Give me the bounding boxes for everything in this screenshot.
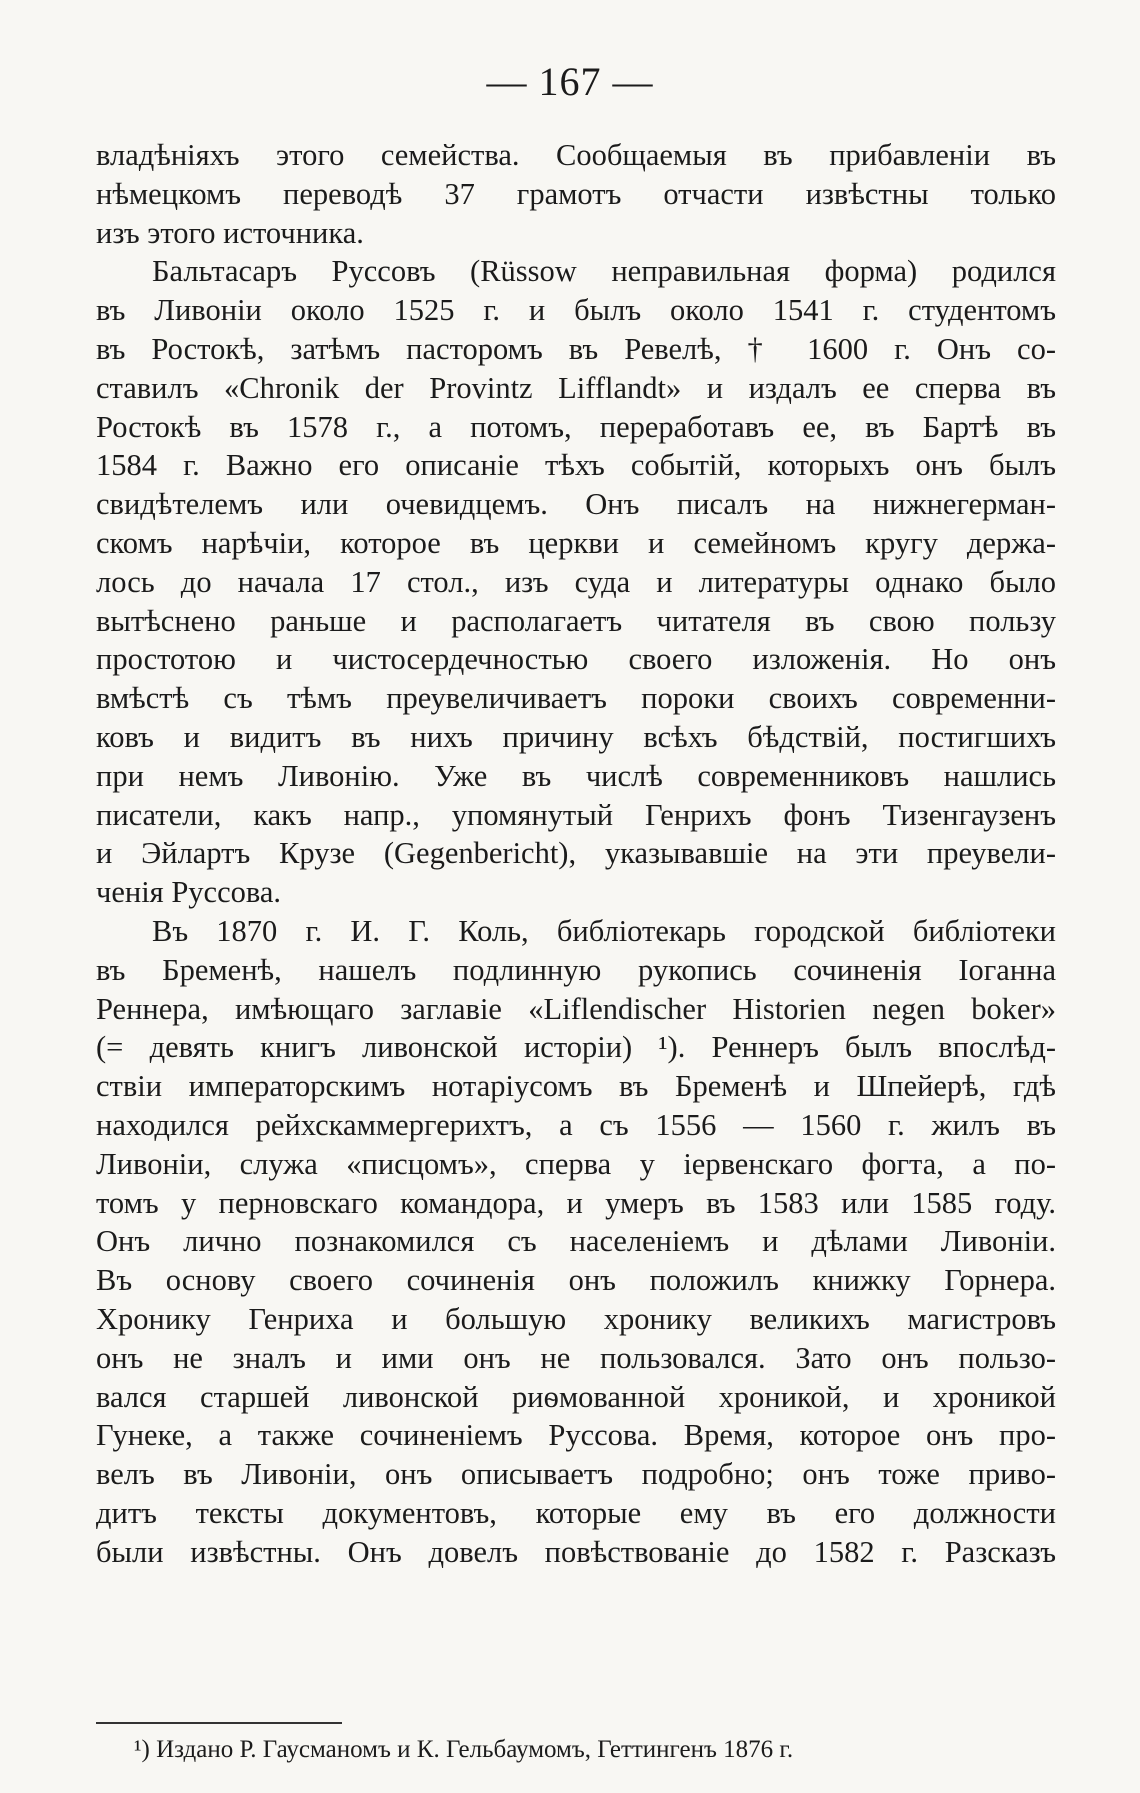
text-line: Хронику Генриха и большую хронику великихъ магистровъ [96, 1301, 1056, 1336]
text-line: были извѣстны. Онъ довелъ повѣствованіе до 1582 г. Разсказъ [96, 1534, 1056, 1569]
footnote-divider [96, 1722, 342, 1724]
text-line: ковъ и видитъ въ нихъ причину всѣхъ бѣдствій, постигшихъ [96, 719, 1056, 754]
text-line: въ Бременѣ, нашелъ подлинную рукопись сочиненія Іоганна [96, 952, 1056, 987]
text-line: Гунеке, а также сочиненіемъ Руссова. Время, которое онъ про- [96, 1418, 1056, 1453]
text-line: нѣмецкомъ переводѣ 37 грамотъ отчасти извѣстны только [96, 176, 1056, 211]
text-line: владѣніяхъ этого семейства. Сообщаемыя въ прибавленіи въ [96, 138, 1056, 172]
text-line: дитъ тексты документовъ, которые ему въ его должности [96, 1495, 1056, 1530]
text-line: Ростокѣ въ 1578 г., а потомъ, переработавъ ее, въ Бартѣ въ [96, 409, 1056, 444]
text-line: онъ не зналъ и ими онъ не пользовался. Зато онъ пользо- [96, 1340, 1056, 1375]
text-line: томъ у перновскаго командора, и умеръ въ 1583 или 1585 году. [96, 1185, 1056, 1220]
text-line: ствіи императорскимъ нотаріусомъ въ Бременѣ и Шпейерѣ, гдѣ [96, 1069, 1056, 1104]
text-line: скомъ нарѣчіи, которое въ церкви и семейномъ кругу держа- [96, 525, 1056, 560]
text-line: Въ основу своего сочиненія онъ положилъ книжку Горнера. [96, 1263, 1056, 1298]
page-number: — 167 — [486, 59, 654, 104]
text-line: простотою и чистосердечностью своего изложенія. Но онъ [96, 642, 1056, 677]
text-line: находился рейхскаммергерихтъ, а съ 1556 — 1560 г. жилъ въ [96, 1107, 1056, 1142]
text-line: велъ въ Ливоніи, онъ описываетъ подробно; онъ тоже приво- [96, 1457, 1056, 1492]
text-line: вался старшей ливонской риѳмованной хроникой, и хроникой [96, 1379, 1056, 1414]
text-line: при немъ Ливонію. Уже въ числѣ современниковъ нашлись [96, 758, 1056, 793]
text-line: ставилъ «Chronik der Provintz Lifflandt» и издалъ ее сперва въ [96, 370, 1056, 405]
text-line: ченія Руссова. [96, 875, 282, 910]
text-line: Реннера, имѣющаго заглавіе «Liflendischer Historien negen boker» [96, 991, 1056, 1026]
text-line: и Эйлартъ Крузе (Gegenbericht), указывавшіе на эти преувели- [96, 836, 1056, 871]
text-line: изъ этого источника. [96, 215, 364, 250]
text-line: вмѣстѣ съ тѣмъ преувеличиваетъ пороки своихъ современни- [96, 681, 1056, 716]
text-line: въ Ростокѣ, затѣмъ пасторомъ въ Ревелѣ, † 1600 г. Онъ со- [96, 331, 1056, 366]
text-line: вытѣснено раньше и располагаетъ читателя въ свою пользу [96, 603, 1056, 638]
text-line: свидѣтелемъ или очевидцемъ. Онъ писалъ на нижнегерман- [96, 487, 1056, 522]
text-line: въ Ливоніи около 1525 г. и былъ около 1541 г. студентомъ [96, 293, 1056, 328]
text-line: 1584 г. Важно его описаніе тѣхъ событій, которыхъ онъ былъ [96, 448, 1056, 483]
text-line: лось до начала 17 стол., изъ суда и литературы однако было [96, 564, 1056, 599]
text-line: Ливоніи, служа «писцомъ», сперва у іервенскаго фогта, а по- [96, 1146, 1056, 1181]
text-line: (= девять книгъ ливонской исторіи) ¹). Реннеръ былъ впослѣд- [96, 1030, 1056, 1065]
footnote: ¹) Издано Р. Гаусманомъ и К. Гельбаумомъ, Геттингенъ 1876 г. [134, 1736, 794, 1763]
text-line: Въ 1870 г. И. Г. Коль, библіотекарь городской библіотеки [152, 913, 1056, 948]
text-line: Онъ лично познакомился съ населеніемъ и дѣлами Ливоніи. [96, 1224, 1056, 1259]
body-text [96, 136, 1056, 1571]
text-line: Бальтасаръ Руссовъ (Rüssow неправильная форма) родился [152, 254, 1056, 289]
text-line: писатели, какъ напр., упомянутый Генрихъ фонъ Тизенгаузенъ [96, 797, 1056, 832]
